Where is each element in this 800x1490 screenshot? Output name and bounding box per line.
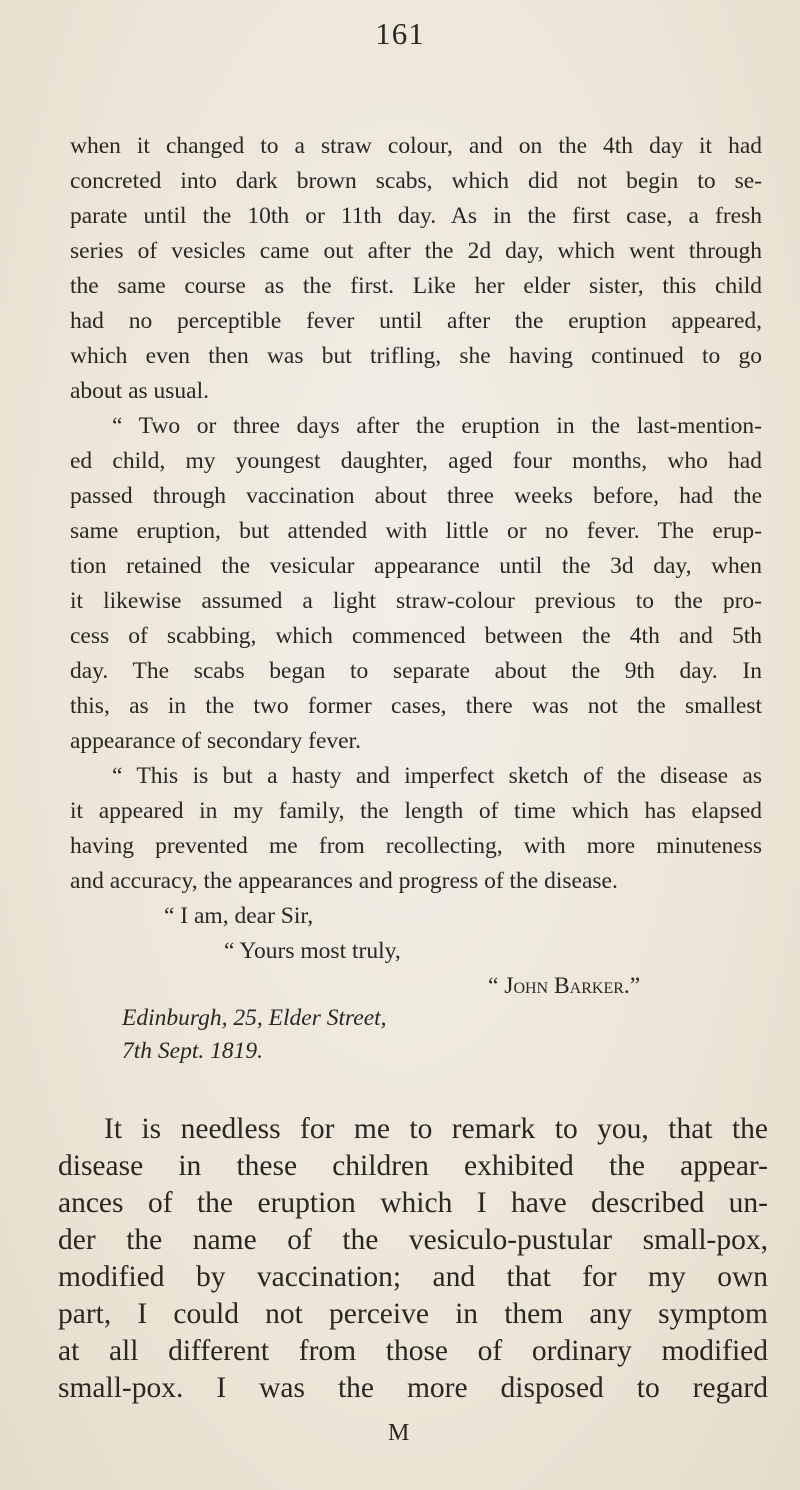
text-line: It is needless for me to remark to you, that the xyxy=(104,1113,768,1145)
text-line: ed child, my youngest daughter, aged four months, who had xyxy=(70,448,762,474)
letter-signature: “ John Barker.” xyxy=(488,973,641,999)
text-line: about as usual. xyxy=(70,378,210,404)
text-line: disease in these children exhibited the appear- xyxy=(58,1150,768,1182)
letter-place: Edinburgh, 25, Elder Street, xyxy=(122,1005,387,1031)
text-line: der the name of the vesiculo-pustular small-pox, xyxy=(58,1224,768,1256)
letter-closing: “ I am, dear Sir, xyxy=(164,903,314,929)
catchword: M xyxy=(388,1420,410,1446)
text-line: day. The scabs began to separate about the 9th day. In xyxy=(70,658,762,684)
text-line: tion retained the vesicular appearance until the 3d day, when xyxy=(70,553,762,579)
text-line: had no perceptible fever until after the eruption appeared, xyxy=(70,308,762,334)
text-line: same eruption, but attended with little or no fever. The erup- xyxy=(70,518,762,544)
text-line: at all different from those of ordinary modified xyxy=(58,1335,768,1367)
text-line: “ Two or three days after the eruption in the last-mention- xyxy=(112,413,762,439)
text-line: this, as in the two former cases, there was not the smallest xyxy=(70,693,762,719)
text-line: small-pox. I was the more disposed to regard xyxy=(58,1372,768,1404)
text-line: series of vesicles came out after the 2d day, which went through xyxy=(70,238,762,264)
letter-date: 7th Sept. 1819. xyxy=(122,1038,263,1064)
text-line: cess of scabbing, which commenced between the 4th and 5th xyxy=(70,623,762,649)
text-line: “ This is but a hasty and imperfect sketch of the disease as xyxy=(112,763,762,789)
text-line: having prevented me from recollecting, with more minuteness xyxy=(70,833,762,859)
letter-closing: “ Yours most truly, xyxy=(224,938,401,964)
text-line: and accuracy, the appearances and progress of the disease. xyxy=(70,868,618,894)
text-line: passed through vaccination about three weeks before, had the xyxy=(70,483,762,509)
text-line: part, I could not perceive in them any symptom xyxy=(58,1298,768,1330)
text-line: it appeared in my family, the length of time which has elapsed xyxy=(70,798,762,824)
text-line: when it changed to a straw colour, and on the 4th day it had xyxy=(70,133,762,159)
text-line: it likewise assumed a light straw-colour previous to the pro- xyxy=(70,588,762,614)
text-line: appearance of secondary fever. xyxy=(70,728,361,754)
text-line: the same course as the first. Like her elder sister, this child xyxy=(70,273,762,299)
text-line: modified by vaccination; and that for my own xyxy=(58,1261,768,1293)
page-number: 161 xyxy=(375,16,425,51)
text-line: which even then was but trifling, she having continued to go xyxy=(70,343,762,369)
text-line: concreted into dark brown scabs, which did not begin to se- xyxy=(70,168,762,194)
text-line: parate until the 10th or 11th day. As in the first case, a fresh xyxy=(70,203,762,229)
text-line: ances of the eruption which I have described un- xyxy=(58,1187,768,1219)
